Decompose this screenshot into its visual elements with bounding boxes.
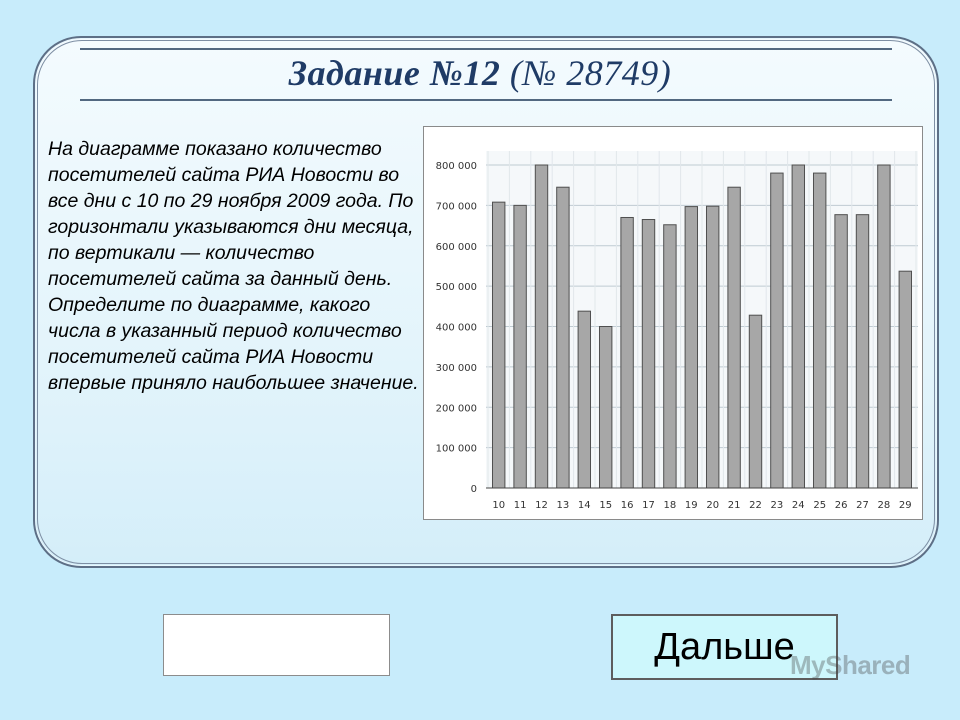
x-tick-label: 16 (620, 500, 634, 511)
x-tick-label: 15 (599, 500, 613, 511)
bar-day-23 (771, 173, 783, 488)
answer-input[interactable] (163, 614, 390, 676)
bar-day-20 (706, 206, 718, 488)
x-tick-label: 11 (513, 500, 527, 511)
x-tick-label: 12 (535, 500, 548, 511)
chart-svg (424, 127, 922, 519)
bar-day-16 (621, 217, 633, 488)
bar-day-29 (899, 271, 911, 488)
bar-day-28 (878, 165, 890, 488)
x-tick-label: 20 (706, 500, 720, 511)
page-title (0, 52, 960, 94)
visitors-bar-chart (423, 126, 923, 520)
task-text: На диаграмме показано количество посетителей сайта РИА Новости во все дни с 10 по 29 ноября 2009 года. По горизонтали указываются дни месяца, по вертикали — количество посетителей сайта за данный день. Определите по диаграмме, какого числа в указанный период количество посетителей сайта РИА Новости впервые приняло наибольшее значение. (48, 138, 419, 394)
x-tick-label: 22 (749, 500, 762, 511)
bar-day-19 (685, 207, 697, 488)
x-tick-label: 29 (898, 500, 912, 511)
x-tick-label: 18 (663, 500, 677, 511)
bar-day-13 (557, 187, 569, 488)
bar-day-22 (749, 315, 761, 488)
bar-day-15 (599, 327, 611, 489)
bar-day-26 (835, 215, 847, 488)
bar-day-10 (492, 202, 504, 488)
title-id: (№ 28749) (509, 53, 672, 93)
bar-day-11 (514, 205, 526, 488)
x-tick-label: 24 (791, 500, 805, 511)
x-tick-label: 21 (727, 500, 741, 511)
bar-day-21 (728, 187, 740, 488)
title-bottom-divider (80, 99, 892, 101)
bar-day-18 (664, 225, 676, 488)
y-tick-label: 500 000 (435, 282, 477, 294)
y-tick-label: 800 000 (435, 161, 477, 172)
x-tick-label: 19 (684, 500, 698, 511)
x-tick-label: 17 (642, 500, 655, 511)
x-tick-label: 10 (492, 500, 506, 511)
x-tick-label: 26 (834, 500, 848, 511)
title-top-divider (80, 48, 892, 50)
y-tick-label: 300 000 (435, 362, 477, 374)
watermark-logo: MyShared (790, 650, 911, 680)
x-tick-label: 25 (813, 500, 827, 511)
y-tick-label: 200 000 (435, 403, 477, 415)
bar-day-27 (856, 215, 868, 488)
x-tick-label: 23 (770, 500, 784, 511)
bar-day-25 (813, 173, 825, 488)
y-tick-label: 100 000 (435, 443, 477, 455)
y-tick-label: 600 000 (435, 241, 477, 253)
x-tick-label: 14 (577, 500, 591, 511)
bar-day-12 (535, 165, 547, 488)
x-tick-label: 28 (877, 500, 891, 511)
y-tick-label: 400 000 (435, 322, 477, 334)
y-tick-label: 700 000 (435, 201, 477, 213)
x-tick-label: 13 (556, 500, 570, 511)
x-tick-label: 27 (856, 500, 869, 511)
bar-day-14 (578, 311, 590, 488)
y-tick-label: 0 (470, 484, 477, 495)
title-main: Задание №12 (288, 53, 501, 93)
bar-day-17 (642, 220, 654, 488)
next-button[interactable]: Дальше (611, 614, 838, 680)
bar-day-24 (792, 165, 804, 488)
